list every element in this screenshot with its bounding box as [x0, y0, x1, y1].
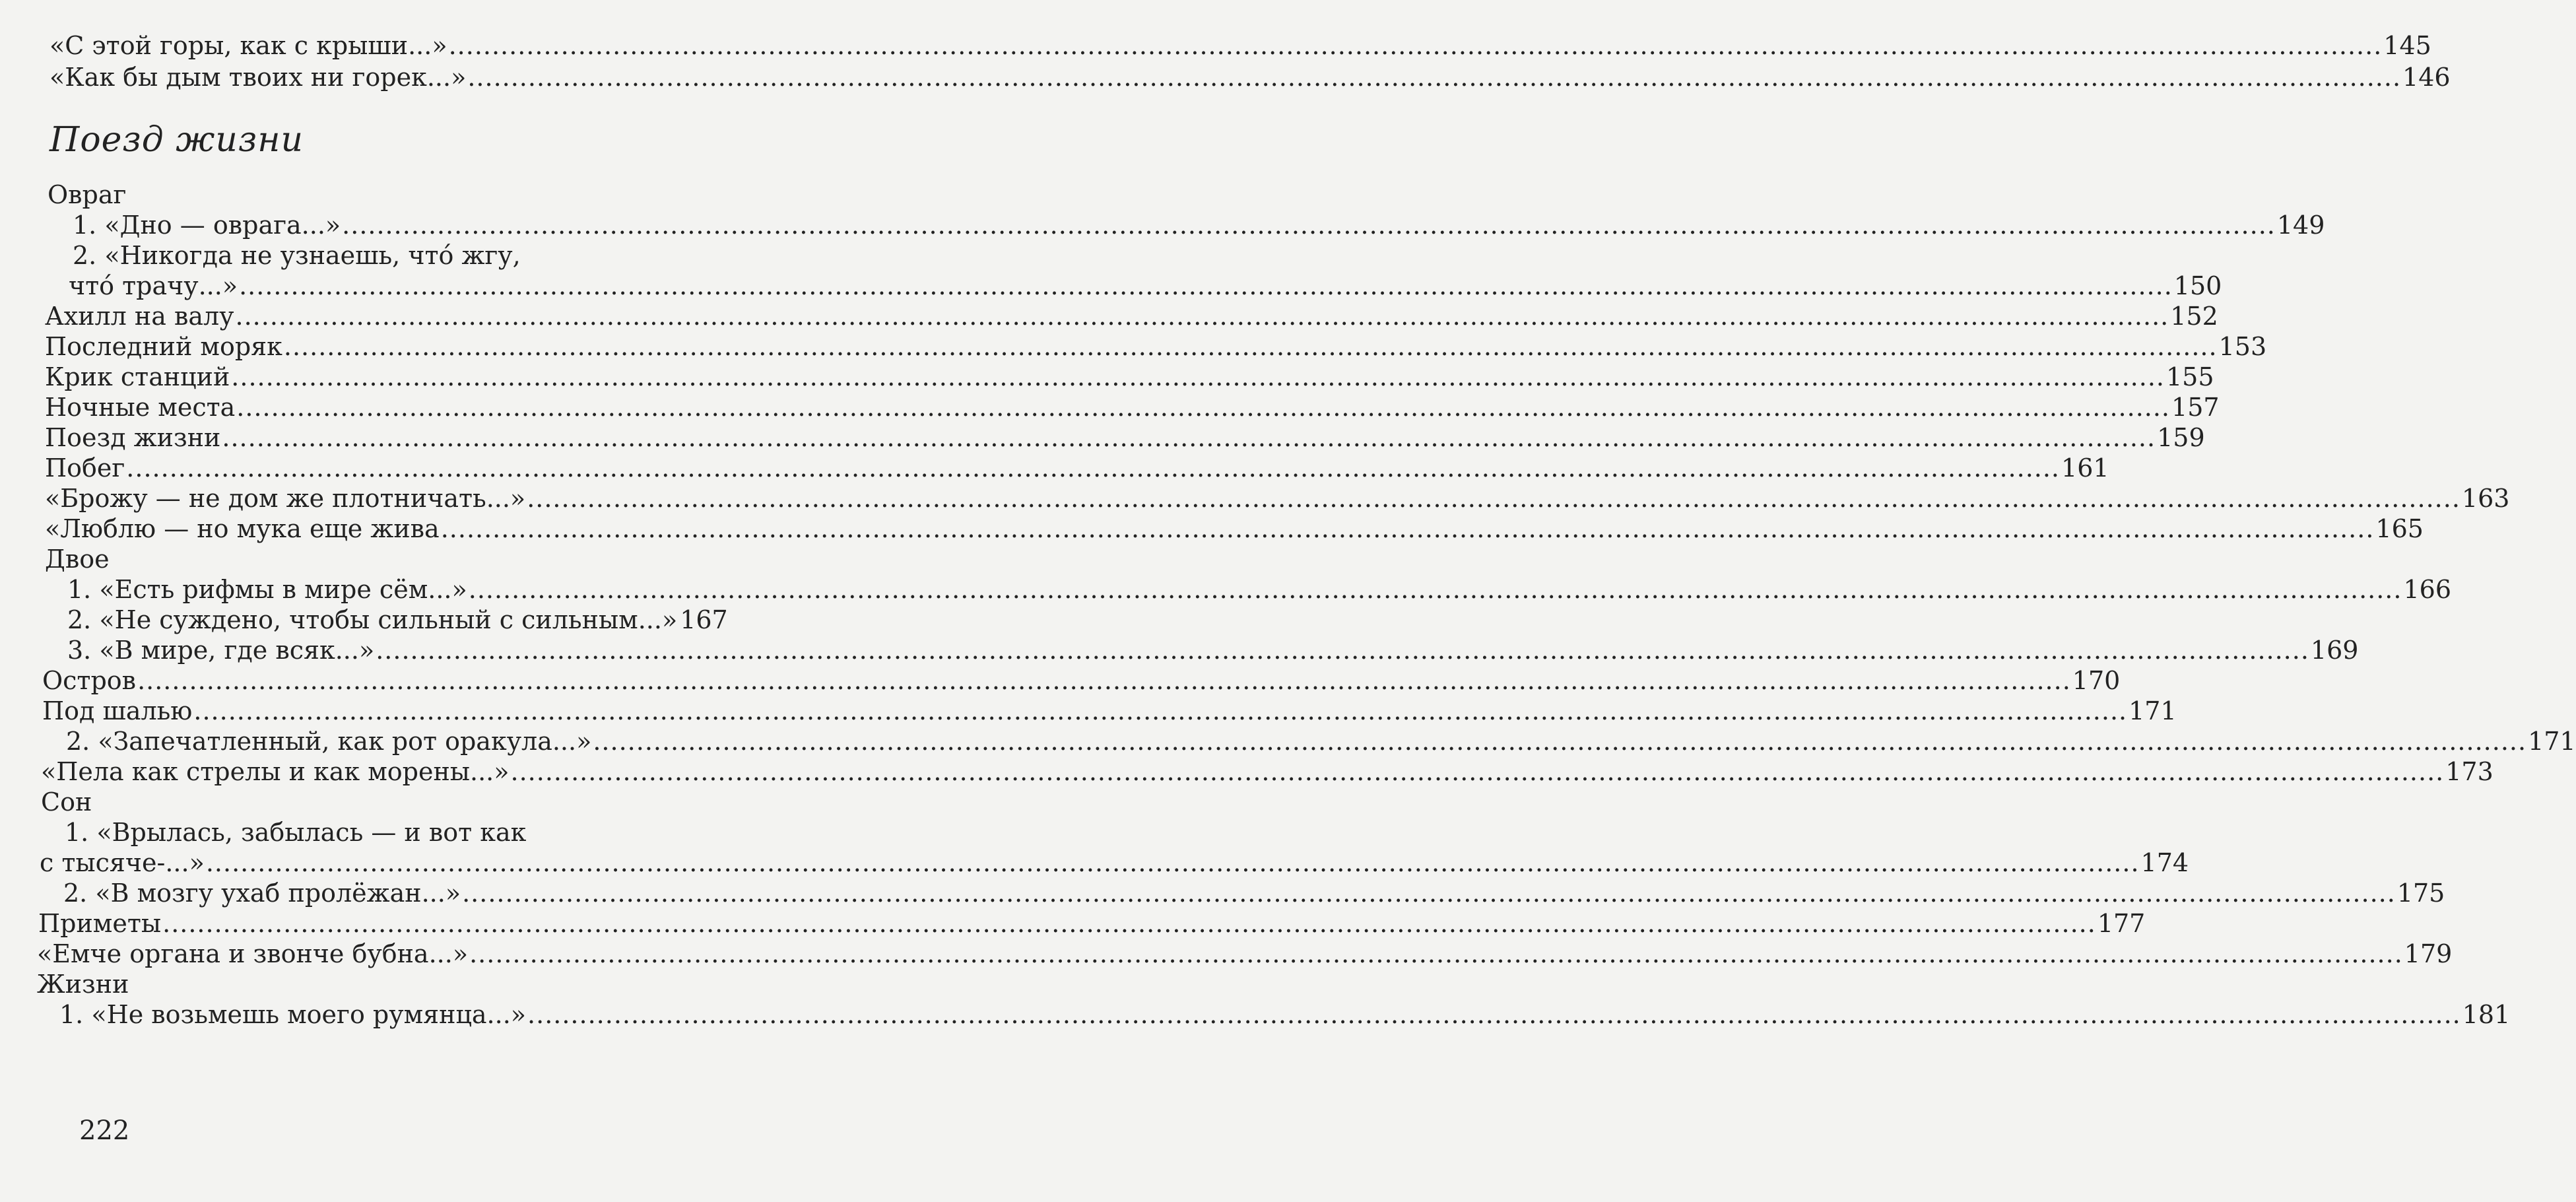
- dot-leader: [469, 939, 2403, 969]
- dot-leader: [462, 878, 2396, 908]
- group-heading: Сон: [41, 787, 92, 817]
- entry-title: 2. «Запечатленный, как рот оракула...»: [66, 727, 592, 756]
- entry-title: «Емче органа и звонче бубна...»: [37, 939, 469, 968]
- toc-entry: [50, 62, 2451, 92]
- dot-leader: [527, 483, 2460, 514]
- entry-page: 167: [680, 605, 728, 634]
- entry-page: 175: [2396, 879, 2445, 908]
- entry-title: Поезд жизни: [45, 423, 221, 452]
- toc-entry: [45, 483, 2510, 514]
- dot-leader: [162, 908, 2096, 939]
- entry-page: 169: [2310, 636, 2359, 665]
- dot-leader: [467, 62, 2401, 92]
- entry-page: 153: [2218, 332, 2267, 361]
- toc-entry: [66, 726, 2576, 756]
- entry-title: с тысяче-...»: [40, 848, 205, 877]
- toc-entry: [38, 908, 2146, 939]
- entry-title-line: 1. «Врылась, забылась — и вот как: [65, 818, 527, 847]
- dot-leader: [469, 574, 2402, 605]
- dot-leader: [231, 362, 2165, 392]
- dot-leader: [236, 392, 2170, 422]
- entry-page: 163: [2461, 484, 2510, 513]
- toc-entry: [73, 210, 2325, 240]
- entry-title: 1. «Не возьмешь моего румянца...»: [59, 1000, 527, 1029]
- toc-entry: [42, 665, 2121, 696]
- entry-title: 2. «Не суждено, чтобы сильный с сильным...»: [67, 605, 678, 634]
- entry-page: 170: [2072, 666, 2121, 695]
- toc-entry: [42, 696, 2177, 726]
- entry-page: 181: [2462, 1000, 2511, 1029]
- toc-entry: [59, 999, 2511, 1030]
- toc-entry: [45, 422, 2205, 453]
- entry-title: Приметы: [38, 909, 162, 938]
- entry-page: 173: [2445, 757, 2493, 786]
- toc-entry: [67, 605, 728, 635]
- toc-entry: [67, 635, 2359, 665]
- entry-title: «С этой горы, как с крыши...»: [50, 31, 447, 60]
- group-heading: Жизни: [37, 970, 129, 999]
- dot-leader: [126, 453, 2060, 483]
- entry-page: 166: [2403, 575, 2451, 604]
- entry-title: чтó трачу...»: [69, 271, 238, 300]
- entry-page: 177: [2097, 909, 2146, 938]
- section-title: Поезд жизни: [50, 120, 304, 160]
- toc-entry: [40, 848, 2189, 878]
- toc-entry: [50, 30, 2431, 61]
- toc-entry: [45, 331, 2267, 362]
- dot-leader: [284, 331, 2218, 362]
- entry-title: «Пела как стрелы и как морены...»: [41, 757, 510, 786]
- group-heading: Овраг: [48, 180, 127, 209]
- entry-page: 165: [2375, 514, 2424, 543]
- toc-entry: [45, 453, 2109, 483]
- dot-leader: [449, 30, 2383, 61]
- entry-title: «Люблю — но мука еще жива: [45, 514, 440, 543]
- entry-page: 161: [2061, 453, 2109, 483]
- toc-entry: [63, 878, 2445, 908]
- dot-leader: [511, 756, 2445, 787]
- entry-title: Последний моряк: [45, 332, 282, 361]
- dot-leader: [441, 514, 2375, 544]
- dot-leader: [206, 848, 2140, 878]
- entry-title-line: 2. «Никогда не узнаешь, чтó жгу,: [73, 241, 521, 270]
- entry-page: 157: [2171, 393, 2220, 422]
- dot-leader: [527, 999, 2461, 1030]
- page-number: 222: [79, 1116, 130, 1146]
- entry-title: 3. «В мире, где всяк...»: [67, 636, 375, 665]
- toc-entry: [45, 301, 2218, 331]
- entry-title: 1. «Дно — оврага...»: [73, 211, 341, 240]
- entry-title: Крик станций: [45, 362, 230, 391]
- toc-entry: [45, 392, 2220, 422]
- entry-title: Остров: [42, 666, 137, 695]
- toc-entry: [45, 514, 2424, 544]
- entry-page: 171: [2129, 696, 2177, 725]
- entry-title: Под шалью: [42, 696, 193, 725]
- group-heading: Двое: [45, 545, 110, 574]
- entry-page: 152: [2170, 302, 2218, 331]
- entry-page: 155: [2166, 362, 2214, 391]
- dot-leader: [239, 271, 2173, 301]
- entry-title: «Брожу — не дом же плотничать...»: [45, 484, 526, 513]
- entry-title: Ахилл на валу: [45, 302, 234, 331]
- dot-leader: [342, 210, 2276, 240]
- toc-entry: [67, 574, 2451, 605]
- dot-leader: [137, 665, 2071, 696]
- dot-leader: [236, 301, 2169, 331]
- entry-page: 171: [2528, 727, 2576, 756]
- toc-entry: [45, 362, 2214, 392]
- entry-title: 1. «Есть рифмы в мире сём...»: [67, 575, 467, 604]
- dot-leader: [193, 696, 2127, 726]
- entry-page: 179: [2404, 939, 2453, 968]
- entry-page: 145: [2383, 31, 2431, 60]
- entry-page: 149: [2276, 211, 2325, 240]
- entry-page: 174: [2140, 848, 2189, 877]
- toc-entry: [41, 756, 2493, 787]
- entry-title: «Как бы дым твоих ни горек...»: [50, 63, 467, 92]
- entry-page: 146: [2402, 63, 2451, 92]
- dot-leader: [376, 635, 2309, 665]
- entry-page: 159: [2157, 423, 2205, 452]
- dot-leader: [593, 726, 2526, 756]
- entry-title: Ночные места: [45, 393, 236, 422]
- entry-title: Побег: [45, 453, 125, 483]
- entry-title: 2. «В мозгу ухаб пролёжан...»: [63, 879, 461, 908]
- toc-entry: [37, 939, 2453, 969]
- entry-page: 150: [2173, 271, 2222, 300]
- toc-entry: [69, 271, 2222, 301]
- dot-leader: [222, 422, 2156, 453]
